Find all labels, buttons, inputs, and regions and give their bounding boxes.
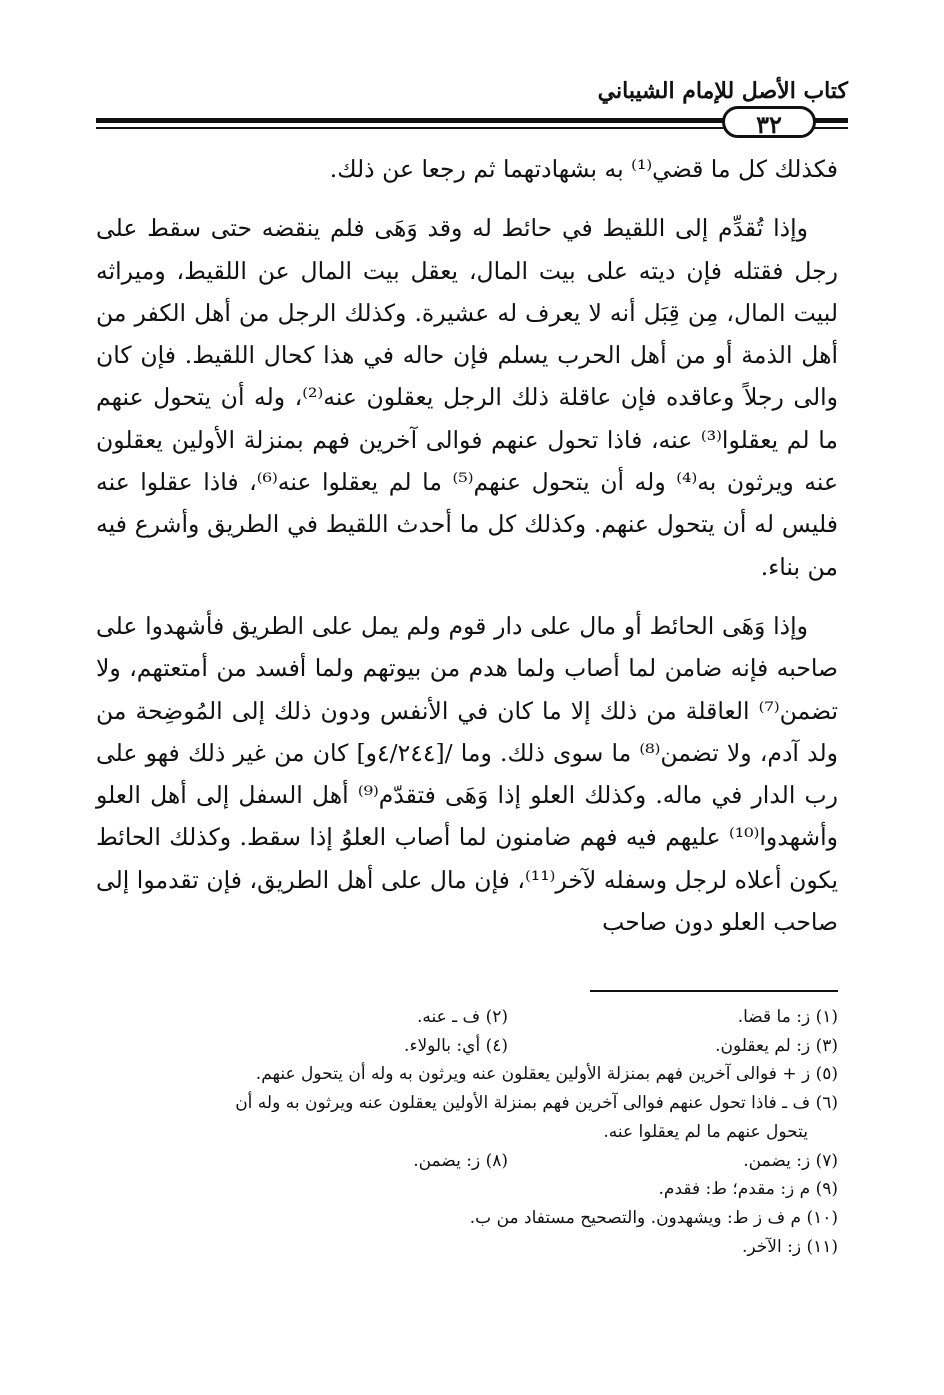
footnote-2: (٢) ف ـ عنه.	[416, 1007, 508, 1027]
paragraph-2: وإذا تُقدِّم إلى اللقيط في حائط له وقد وَهَى فلم ينقضه حتى سقط على رجل فقتله فإن ديته على بيت المال، يعقل بيت المال عن اللقيط، وميراثه لبيت المال، مِن قِبَل أنه لا يعرف له عشيرة. وكذلك الرجل من أهل الكفر من أهل الذمة أو من أهل الحرب يسلم فإن حاله في هذا كحال اللقيط. فإن كان والى رجلاً وعاقده فإن عاقلة ذلك الرجل يعقلون عنه⁽²⁾، وله أن يتحول عنهم ما لم يعقلوا⁽³⁾ عنه، فاذا تحول عنهم فوالى آخرين فهم بمنزلة الأولين يعقلون عنه ويرثون به⁽⁴⁾ وله أن يتحول عنهم⁽⁵⁾ ما لم يعقلوا عنه⁽⁶⁾، فاذا عقلوا عنه فليس له أن يتحول عنهم. وكذلك كل ما أحدث اللقيط في الطريق وأشرع فيه من بناء.	[96, 214, 839, 581]
footnote-6: (٦) ف ـ فاذا تحول عنهم فوالى آخرين فهم بمنزلة الأولين يعقلون عنه ويرثون به وله أن	[235, 1093, 838, 1114]
page-number: ٣٢	[722, 106, 816, 138]
footnote-7: (٧) ز: يضمن.	[743, 1150, 838, 1171]
footnote-5: (٥) ز + فوالى آخرين فهم بمنزلة الأولين يعقلون عنه ويرثون به وله أن يتحول عنهم.	[255, 1064, 838, 1085]
footnote-11: (١١) ز: الآخر.	[742, 1236, 838, 1257]
footnote-9: (٩) م ز: مقدم؛ ط: فقدم.	[658, 1179, 838, 1200]
footnote-3: (٣) ز: لم يعقلون.	[715, 1035, 838, 1056]
footnote-1: (١) ز: ما قضا.	[737, 1007, 838, 1027]
footnote-6-continuation: يتحول عنهم ما لم يعقلوا عنه.	[603, 1121, 808, 1142]
footnote-separator	[590, 990, 838, 992]
paragraph-3: وإذا وَهَى الحائط أو مال على دار قوم ولم يمل على الطريق فأشهدوا على صاحبه فإنه ضامن لما أصاب ولما هدم من بيوتهم ولما أفسد من أمتعتهم، ولا تضمن⁽⁷⁾ العاقلة من ذلك إلا ما كان في الأنفس ودون ذلك إلى المُوضِحة من ولد آدم، ولا تضمن⁽⁸⁾ ما سوى ذلك. وما /[٤/٢٤٤و] كان من غير ذلك فهو على رب الدار في ماله. وكذلك العلو إذا وَهَى فتقدّم⁽⁹⁾ أهل السفل إلى أهل العلو وأشهدوا⁽¹⁰⁾ عليهم فيه فهم ضامنون لما أصاب العلوُ إذا سقط. وكذلك الحائط يكون أعلاه لرجل وسفله لآخر⁽¹¹⁾، فإن مال على أهل الطريق، فإن تقدموا إلى صاحب العلو دون صاحب	[96, 611, 838, 937]
footnote-4: (٤) أي: بالولاء.	[404, 1035, 508, 1056]
paragraph-1: فكذلك كل ما قضي⁽¹⁾ به بشهادتهما ثم رجعا عن ذلك.	[329, 155, 838, 183]
main-text	[96, 148, 838, 943]
footnote-row	[96, 1003, 838, 1032]
footnote-10: (١٠) م ف ز ط: ويشهدون. والتصحيح مستفاد من ب.	[469, 1207, 838, 1228]
footnotes	[96, 1003, 838, 1261]
footnote-row	[96, 1147, 838, 1176]
footnote-row	[96, 1032, 838, 1061]
footnote-8: (٨) ز: يضمن.	[413, 1150, 508, 1171]
running-title: كتاب الأصل للإمام الشيباني	[597, 78, 848, 104]
